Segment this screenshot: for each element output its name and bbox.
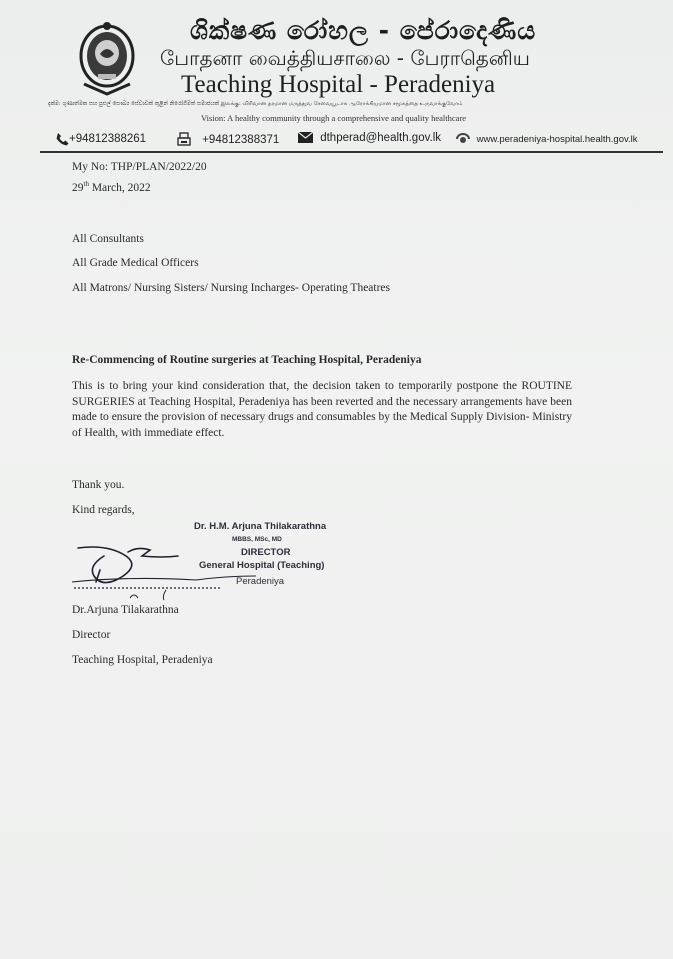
recipient-line: All Matrons/ Nursing Sisters/ Nursing Incharges- Operating Theatres bbox=[72, 282, 391, 294]
signatory-name: Dr.Arjuna Tilakarathna bbox=[72, 604, 179, 616]
reference-number: My No: THP/PLAN/2022/20 bbox=[72, 161, 207, 173]
closing-line: Kind regards, bbox=[72, 504, 135, 516]
handwritten-signature bbox=[70, 540, 330, 610]
letter-date: 29th March, 2022 bbox=[72, 180, 151, 194]
signatory-institution: Teaching Hospital, Peradeniya bbox=[72, 654, 213, 666]
stamp-name: Dr. H.M. Arjuna Thilakarathna bbox=[194, 521, 327, 532]
phone-contact bbox=[55, 132, 146, 146]
hospital-name-english: Teaching Hospital - Peradeniya bbox=[181, 71, 496, 98]
email-address[interactable]: dthperad@health.gov.lk bbox=[320, 132, 441, 144]
phone-number: +94812388261 bbox=[69, 133, 147, 146]
letter-subject: Re-Commencing of Routine surgeries at Teaching Hospital, Peradeniya bbox=[72, 354, 422, 366]
stamp-title: DIRECTOR bbox=[241, 547, 291, 558]
letter-body: This is to bring your kind consideration that, the decision taken to temporarily postpone the ROUTINE SURGERIES at Teaching Hospital, Peradeniya has been reverted and the necessary arrangements have been made to ensure the provision of necessary drugs and consumables by the Medical Supply Division- Ministry of Health, with immediate effect. bbox=[72, 380, 572, 439]
recipient-line: All Grade Medical Officers bbox=[72, 257, 199, 269]
envelope-icon bbox=[298, 132, 313, 143]
web-globe-icon bbox=[455, 133, 471, 145]
stamp-place: Peradeniya bbox=[236, 576, 285, 587]
hospital-name-tamil: போதனா வைத்தியசாலை - பேராதெனிய bbox=[160, 46, 530, 70]
website-url[interactable]: www.peradeniya-hospital.health.gov.lk bbox=[476, 133, 638, 145]
hospital-name-sinhala: ශික්ෂණ රෝහල - පේරාදෙණිය bbox=[190, 16, 537, 45]
thanks-line: Thank you. bbox=[72, 479, 125, 491]
signatory-title: Director bbox=[72, 629, 111, 641]
phone-icon bbox=[55, 132, 69, 146]
motto-line: දැක්ම: ගුණාත්මක සහ පුළුල් සෞඛ්‍ය සේවාවක් තුළින් නිරෝගිමත් සමාජයක් இலக்கு: விரிவான தரமான மருத்துவ சேவையூடாக ஆரோக்கியமான சமூகத்தை உருவாக்குவோம் bbox=[48, 101, 463, 107]
stamp-qualifications: MBBS, MSc, MD bbox=[232, 536, 282, 543]
fax-number: +94812388371 bbox=[202, 133, 280, 146]
email-contact bbox=[298, 132, 441, 144]
fax-contact bbox=[177, 132, 279, 147]
fax-icon bbox=[177, 132, 191, 147]
recipient-line: All Consultants bbox=[72, 233, 144, 245]
stamp-institution: General Hospital (Teaching) bbox=[199, 560, 325, 571]
website-contact bbox=[455, 133, 638, 145]
contact-bar bbox=[55, 129, 655, 149]
hospital-crest-logo bbox=[76, 18, 138, 98]
header-divider bbox=[40, 151, 663, 153]
vision-statement: Vision: A healthy community through a comprehensive and quality healthcare bbox=[201, 113, 467, 123]
